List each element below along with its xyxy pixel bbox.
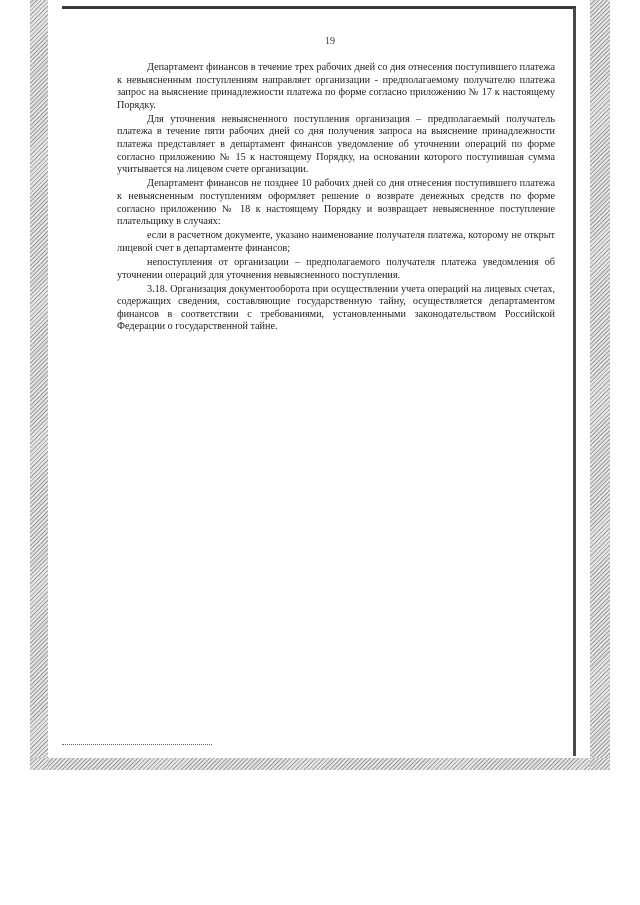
paragraph-request-to-recipient: Департамент финансов в течение трех рабочих дней со дня отнесения поступившего платежа к невыясненным поступлениям направляет организации - предполагаемому получателю платежа запрос на выяснение принадлежности платежа по форме согласно приложению № 17 к настоящему Порядку. (117, 62, 555, 111)
bottom-dotted-line (62, 744, 212, 745)
right-border-line (573, 8, 576, 756)
paragraph-clarification-notice: Для уточнения невыясненного поступления организация – предполагаемый получатель платежа в течение пяти рабочих дней со дня получения запроса на выяснение принадлежности платежа представляет в департамент финансов уведомление об уточнении операций по форме согласно приложению № 15 к настоящему Порядку, на основании которого поступившая сумма учитывается на лицевом счете организации. (117, 113, 555, 176)
paragraph-section-3-18: 3.18. Организация документооборота при осуществлении учета операций на лицевых счетах, содержащих сведения, составляющие государственную тайну, осуществляется департаментом финансов в соответствии с требованиями, установленными законодательством Российской Федерации о государственной тайне. (117, 283, 555, 333)
top-border-line (62, 6, 576, 9)
paragraph-refund-decision: Департамент финансов не позднее 10 рабочих дней со дня отнесения поступившего платежа к невыясненным поступлениям оформляет решение о возврате денежных средств по форме согласно приложению № 18 к настоящему Порядку и возвращает невыясненное поступление плательщику в случаях: (117, 178, 555, 228)
page-number: 19 (325, 36, 335, 47)
paragraph-case-no-account: если в расчетном документе, указано наименование получателя платежа, которому не открыт лицевой счет в департаменте финансов; (117, 230, 555, 254)
document-body (117, 62, 555, 335)
paragraph-case-no-notice: непоступления от организации – предполагаемого получателя платежа уведомления об уточнении операций для уточнения невыясненного поступления. (117, 256, 555, 281)
